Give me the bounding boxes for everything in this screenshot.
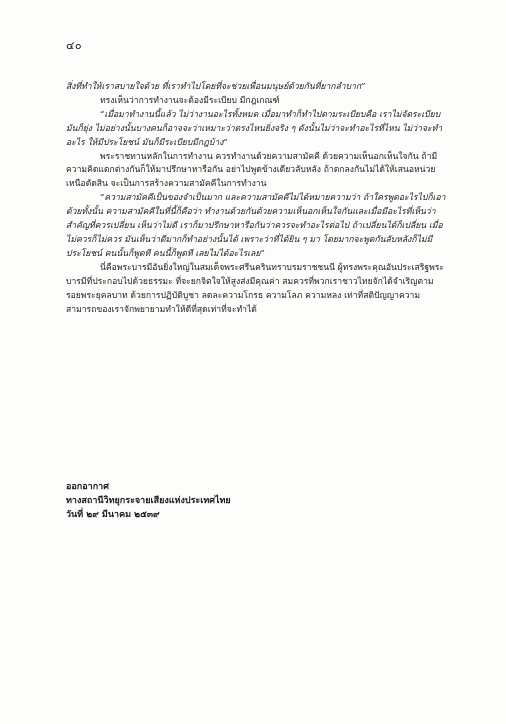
paragraph: สิ่งที่ทำให้เราสบายใจด้วย ที่เราทำไปโดยที่จะช่วยเพื่อนมนุษย์ด้วยกันที่ยากลำบาก” xyxy=(66,82,366,92)
broadcast-station: ทางสถานีวิทยุกระจายเสียงแห่งประเทศไทย xyxy=(66,496,231,506)
page-number: ๔๐ xyxy=(66,39,83,52)
body-text xyxy=(66,81,446,317)
paragraph: ทรงเห็นว่าการทำงานจะต้องมีระเบียบ มีกฎเกณฑ์ xyxy=(100,95,280,106)
broadcast-label: ออกอากาศ xyxy=(66,482,109,492)
paragraph: พระราชทานหลักในการทำงาน ควรทำงานด้วยความสามัคคี ด้วยความเห็นอกเห็นใจกัน ถ้ามีความคิดแตกต่างกันก็ให้มาปรึกษาหารือกัน อย่าไปพูดข้างเดียวลับหลัง ถ้าตกลงกันไม่ได้ให้เสนอหน่วยเหนือตัดสิน จะเป็นการสร้างความสามัคคีในการทำงาน xyxy=(66,151,438,190)
quote-paragraph: “ความสามัคคีเป็นของจำเป็นมาก และความสามัคคีไม่ได้หมายความว่า ถ้าใครพูดอะไรไปก็เอาด้วยทั้งนั้น ความสามัคคีในที่นี้ก็คือว่า ทำงานด้วยกันด้วยความเห็นอกเห็นใจกันและเมื่อมีอะไรที่เห็นว่าสำคัญที่ควรเปลี่ยน เห็นว่าไม่ดี เราก็มาปรึกษาหารือกันว่าควรจะทำอะไรต่อไป ถ้าเปลี่ยนได้ก็เปลี่ยน เมื่อไม่ควรก็ไม่ควร มันเห็นว่าดีมากก็ทำอย่างนั้นได้ เพราะว่าที่ได้ยิน ๆ มา โดยมากจะพูดกันลับหลังก็ไม่มีประโยชน์ คนนั้นก็พูดที คนนี้ก็พูดที เลยไม่ได้อะไรเลย” xyxy=(66,193,446,259)
broadcast-signature xyxy=(66,480,231,522)
broadcast-date: วันที่ ๒๙ มีนาคม ๒๕๓๙ xyxy=(66,510,160,520)
paragraph: นี่คือพระบารมีอันยิ่งใหญ่ในสมเด็จพระศรีนครินทราบรมราชชนนี ผู้ทรงพระคุณอันประเสริฐพระบารมีที่ประกอบไปด้วยธรรมะ ที่จะยกจิตใจให้สูงส่งมีคุณค่า สมควรที่พวกเราชาวไทยจักได้จำเริญตามรอยพระยุคลบาท ด้วยการปฏิบัติบูชา ลดละความโกรธ ความโลภ ความหลง เท่าที่สติปัญญาความสามารถของเราจักพยายามทำให้ดีที่สุดเท่าที่จะทำได้ xyxy=(66,262,445,315)
quote-paragraph: “เมื่อมาทำงานนี้แล้ว ไม่ว่างานอะไรทั้งหมด เมื่อมาทำก็ทำไปตามระเบียบคือ เราไม่จัดระเบียบมันก็ยุ่ง ไม่อย่างนั้นบางคนก็อาจจะว่าเหมาะว่าตรงไหนยิ่งจริง ๆ ดังนั้นไม่ว่าจะทำอะไรที่ไหน ไม่ว่าจะทำอะไร ให้มีประโยชน์ มันก็มีระเบียบมีกฎบ้าง” xyxy=(66,109,443,148)
